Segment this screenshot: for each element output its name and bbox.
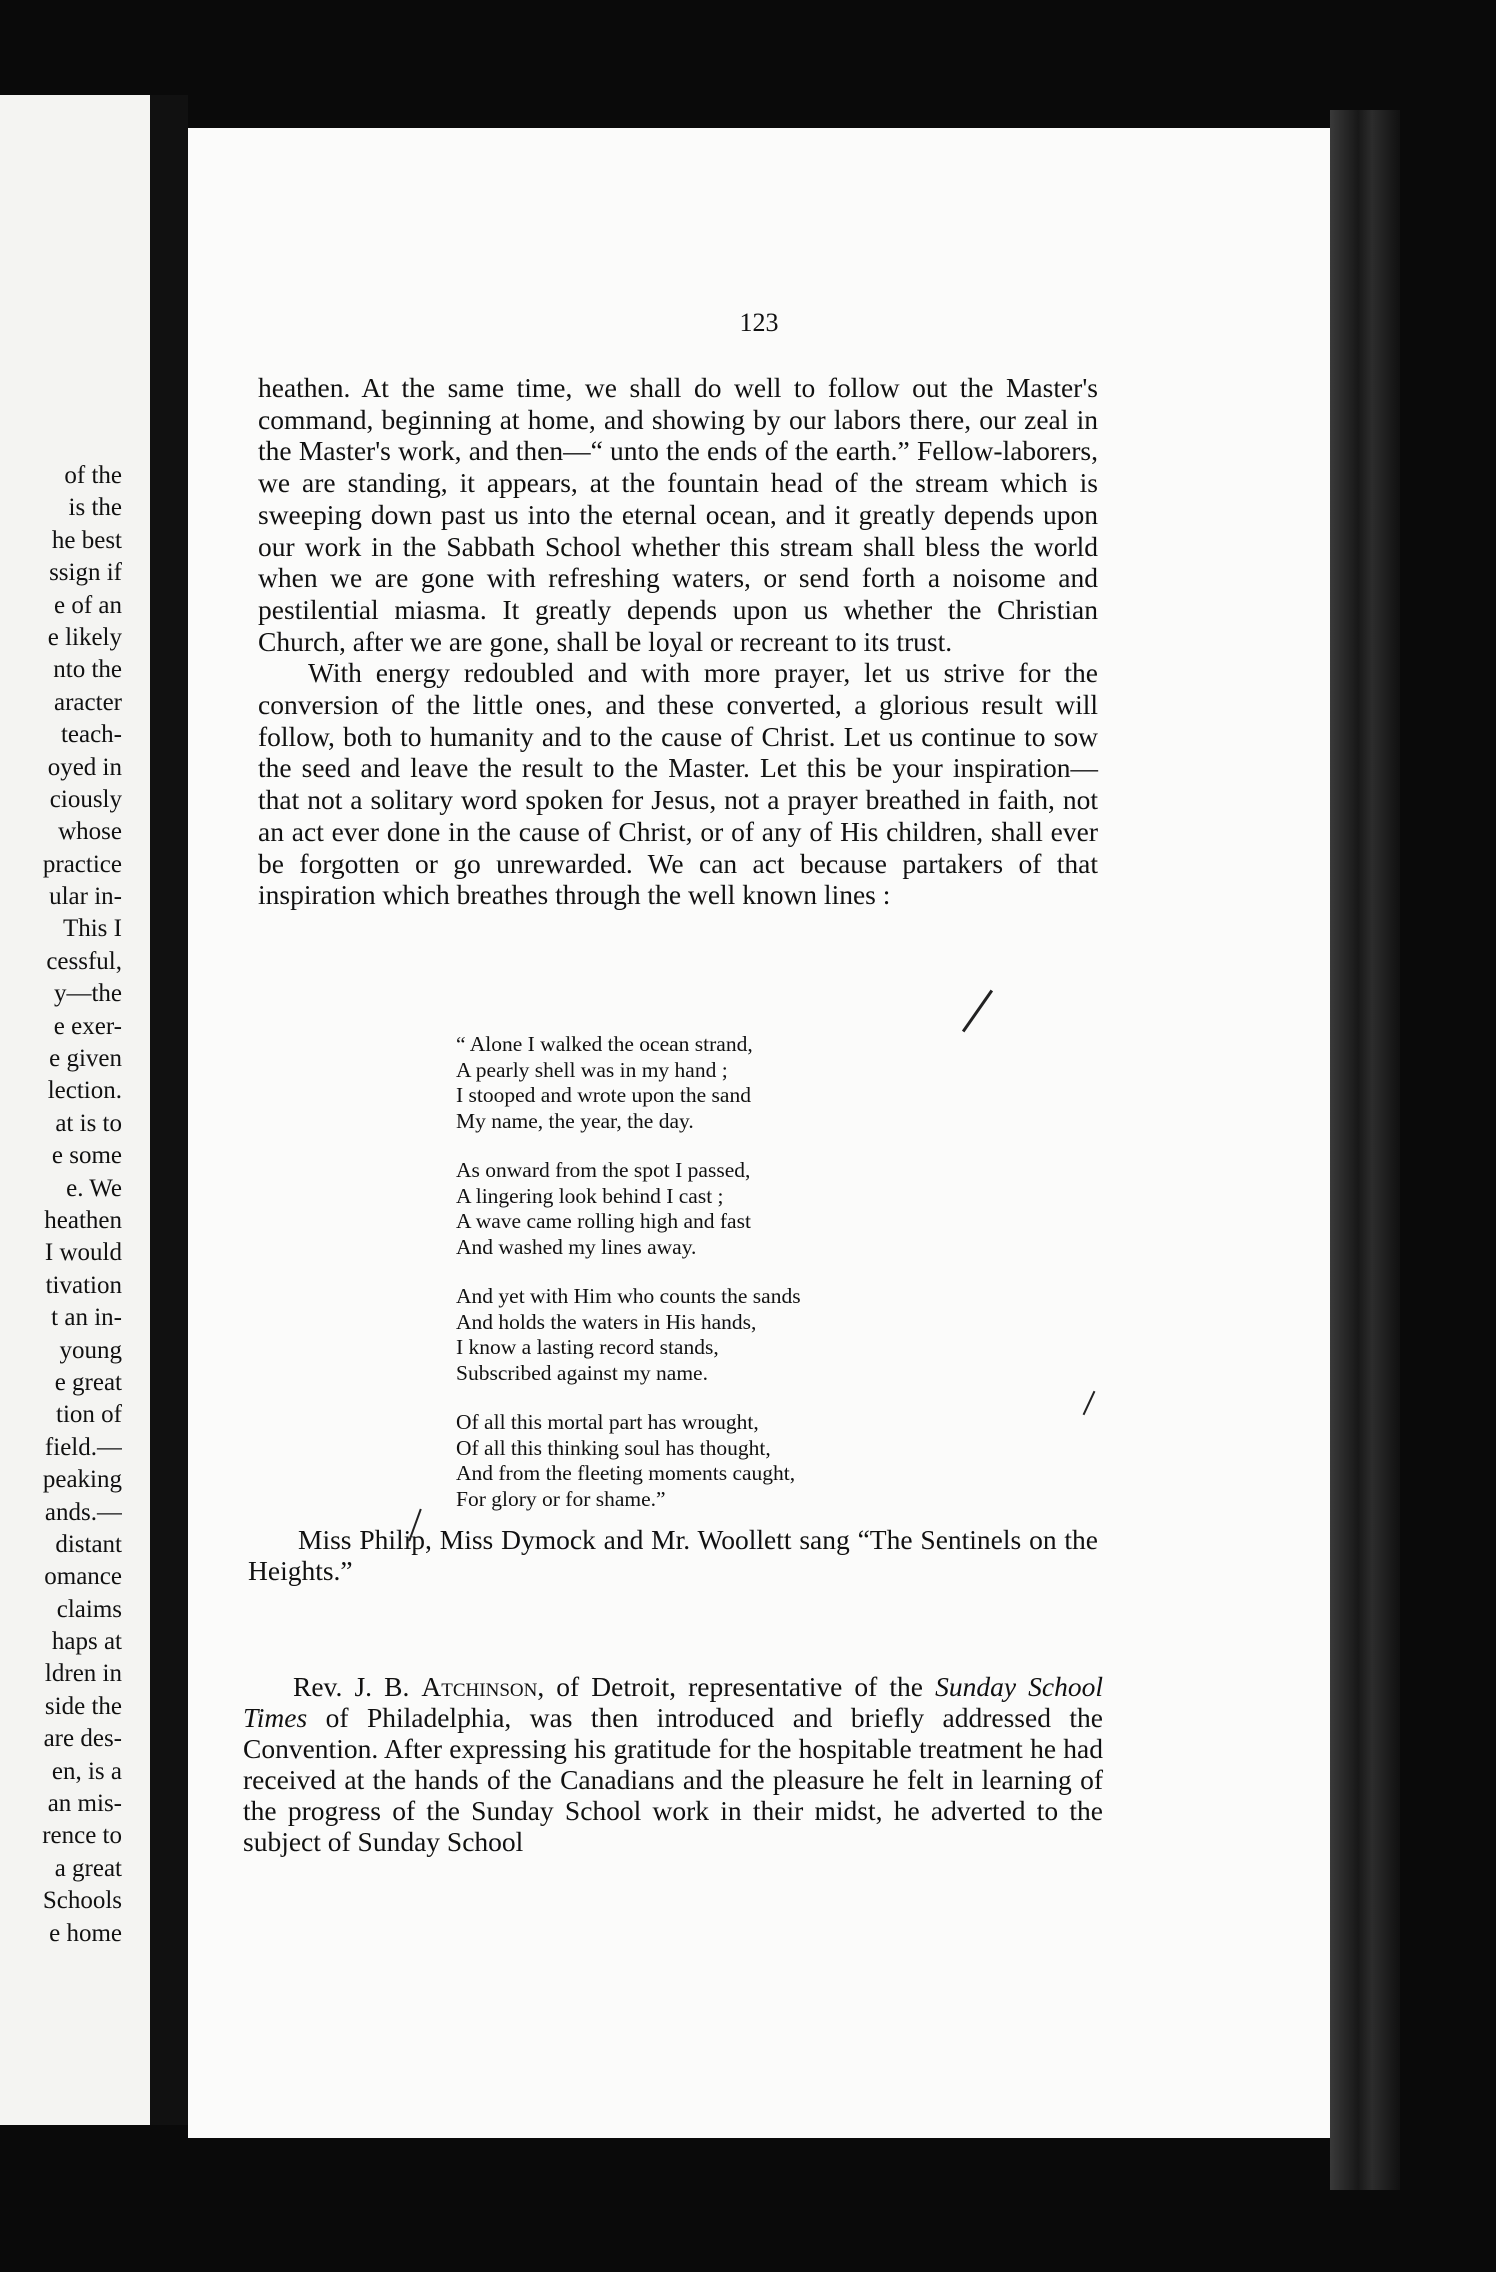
main-page: [188, 128, 1330, 2138]
poem-stanza: [456, 1032, 896, 1134]
left-page-line: haps at: [51, 1628, 122, 1656]
paragraph-energy: With energy redoubled and with more prayer, let us strive for the conversion of the little ones, and these converted, a glorious result will follow, both to humanity and to the cause of Christ. Let us continue to sow the seed and leave the result to the Master. Let this be your inspiration—that not a solitary word spoken for Jesus, not a prayer breathed in faith, not an act ever done in the cause of Christ, or of any of His children, shall ever be forgotten or go unrewarded. We can act because partakers of that inspiration which breathes through the well known lines :: [258, 657, 1098, 911]
poem-line: Of all this thinking soul has thought,: [456, 1435, 771, 1460]
poem-quotation: [456, 1032, 896, 1536]
left-page-line: e exer-: [53, 1012, 122, 1040]
publication-title: Sunday School Times: [243, 1671, 1103, 1733]
left-page-line: tivation: [45, 1271, 122, 1299]
left-page-line: oyed in: [47, 753, 122, 781]
left-page-line: heathen: [44, 1206, 122, 1234]
poem-stanza: [456, 1410, 896, 1512]
atchinson-middle: , of Detroit, representative of the: [537, 1671, 936, 1702]
left-page-line: y—the: [53, 980, 122, 1008]
singing-announcement: [248, 1524, 1098, 1586]
left-page-line: e great: [54, 1368, 122, 1396]
atchinson-paragraph: [243, 1671, 1103, 1857]
poem-line: “ Alone I walked the ocean strand,: [456, 1032, 753, 1056]
left-page-line: peaking: [42, 1466, 122, 1494]
left-page-line: of the: [64, 462, 122, 489]
left-page-line: distant: [55, 1530, 122, 1558]
poem-line: A wave came rolling high and fast: [456, 1209, 751, 1233]
left-page-line: omance: [44, 1563, 122, 1591]
left-page-line: Schools: [42, 1887, 122, 1915]
left-page-line: claims: [56, 1595, 122, 1623]
paragraph-heathen: heathen. At the same time, we shall do well to follow out the Master's command, beginning at home, and showing by our labors there, our zeal in the Master's work, and then—“ unto the ends of the earth.” Fellow-laborers, we are standing, it appears, at the fountain head of the stream which is sweeping down past us into the eternal ocean, and it greatly depends upon our work in the Sabbath School whether this stream shall bless the world when we are gone with refreshing waters, or send forth a noisome and pestilential miasma. It greatly depends upon us whether the Christian Church, after we are gone, shall be loyal or recreant to its trust.: [258, 372, 1098, 657]
left-page-text-fragments: [0, 460, 122, 1950]
left-page-line: he best: [51, 526, 122, 554]
left-page-line: aracter: [54, 688, 122, 716]
pencil-mark: [962, 990, 993, 1033]
book-gutter: [150, 95, 188, 2125]
atchinson-name: Atchinson: [421, 1671, 538, 1702]
left-page-line: e some: [51, 1142, 122, 1170]
left-facing-page: [0, 95, 150, 2125]
poem-line: And from the fleeting moments caught,: [456, 1461, 796, 1485]
left-page-line: are des-: [43, 1725, 122, 1753]
poem-line: And holds the waters in His hands,: [456, 1309, 757, 1334]
poem-line: Subscribed against my name.: [456, 1360, 708, 1385]
left-page-line: cessful,: [46, 947, 122, 975]
poem-line: My name, the year, the day.: [456, 1108, 694, 1133]
left-page-line: is the: [68, 494, 122, 522]
left-page-line: whose: [58, 818, 122, 846]
body-text: [258, 372, 1098, 911]
atchinson-rest: of Philadelphia, was then introduced and briefly addressed the Convention. After expressing his gratitude for the hospitable treatment he had received at the hands of the Canadians and the pleasure he felt in learning of the progress of the Sunday School work in their midst, he adverted to the subject of Sunday School: [243, 1702, 1103, 1857]
left-page-line: e given: [49, 1045, 122, 1073]
left-page-line: an mis-: [47, 1790, 122, 1818]
left-page-line: rence to: [42, 1822, 122, 1850]
left-page-line: lection.: [47, 1077, 122, 1105]
left-page-line: t an in-: [51, 1304, 122, 1332]
left-page-line: side the: [44, 1692, 122, 1720]
poem-line: And yet with Him who counts the sands: [456, 1284, 801, 1308]
left-page-line: nto the: [53, 656, 122, 684]
poem-line: For glory or for shame.”: [456, 1486, 666, 1511]
poem-line: A lingering look behind I cast ;: [456, 1183, 724, 1208]
poem-stanza: [456, 1284, 896, 1386]
left-page-line: tion of: [56, 1401, 122, 1429]
left-page-line: en, is a: [51, 1757, 122, 1785]
left-page-line: teach-: [60, 721, 122, 749]
left-page-line: ciously: [49, 785, 122, 813]
left-page-line: field.—: [44, 1433, 122, 1461]
left-page-line: ular in-: [49, 883, 122, 911]
left-page-line: e likely: [47, 623, 122, 651]
left-page-line: ssign if: [49, 559, 122, 587]
left-page-line: practice: [42, 850, 122, 878]
poem-line: A pearly shell was in my hand ;: [456, 1057, 728, 1082]
left-page-line: e home: [49, 1919, 122, 1947]
atchinson-prefix: Rev. J. B.: [293, 1671, 422, 1702]
poem-line: And washed my lines away.: [456, 1234, 697, 1259]
pencil-mark: [1083, 1391, 1096, 1415]
left-page-line: I would: [44, 1239, 122, 1267]
book-page-edges: [1330, 110, 1400, 2190]
poem-stanza: [456, 1158, 896, 1260]
page-number: 123: [739, 308, 779, 337]
poem-line: Of all this mortal part has wrought,: [456, 1410, 759, 1434]
left-page-line: ldren in: [44, 1660, 122, 1688]
left-page-line: at is to: [55, 1109, 122, 1137]
left-page-line: young: [59, 1336, 122, 1364]
sang-paragraph: Miss Philip, Miss Dymock and Mr. Woollett sang “The Sentinels on the Heights.”: [248, 1524, 1098, 1586]
left-page-line: This I: [62, 915, 122, 943]
left-page-line: e of an: [53, 591, 122, 619]
left-page-line: a great: [54, 1854, 122, 1882]
left-page-line: e. We: [66, 1174, 122, 1202]
poem-line: I stooped and wrote upon the sand: [456, 1083, 751, 1107]
poem-line: I know a lasting record stands,: [456, 1335, 719, 1359]
poem-line: As onward from the spot I passed,: [456, 1158, 751, 1182]
left-page-line: ands.—: [44, 1498, 122, 1526]
